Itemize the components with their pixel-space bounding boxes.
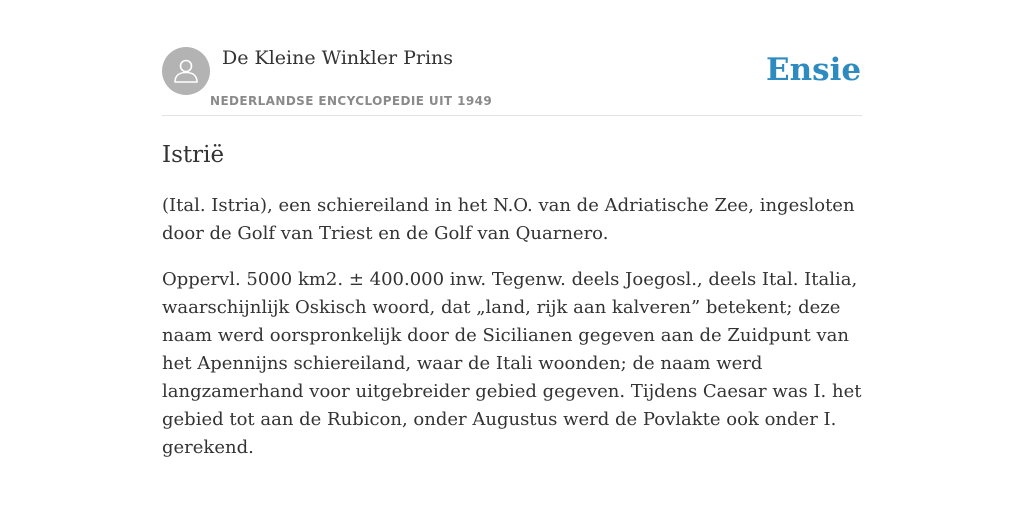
article-paragraph: Oppervl. 5000 km2. ± 400.000 inw. Tegenw. deels Joegosl., deels Ital. Italia, waarschijnlijk Oskisch woord, dat „land, rijk aan kalveren” betekent; deze naam werd oorspronkelijk door de Sicilianen gegeven aan de Zuidpunt van het Apennijns schiereiland, waar de Itali woonden; de naam werd langzamerhand voor uitgebreider gebied gegeven. Tijdens Caesar was I. het gebied tot aan de Rubicon, onder Augustus werd de Povlakte ook onder I. gerekend. <box>162 269 862 458</box>
article-body <box>162 192 862 480</box>
brand-logo[interactable]: Ensie <box>766 52 862 88</box>
article-paragraph: (Ital. Istria), een schiereiland in het N.O. van de Adriatische Zee, ingesloten door de Golf van Triest en de Golf van Quarnero. <box>162 195 855 244</box>
author-name[interactable]: De Kleine Winkler Prins <box>222 47 454 69</box>
avatar[interactable] <box>162 47 210 95</box>
page-title: Istrië <box>162 142 225 168</box>
header-divider <box>162 115 862 116</box>
user-icon <box>171 56 201 86</box>
encyclopedia-subtitle: NEDERLANDSE ENCYCLOPEDIE UIT 1949 <box>210 94 493 108</box>
